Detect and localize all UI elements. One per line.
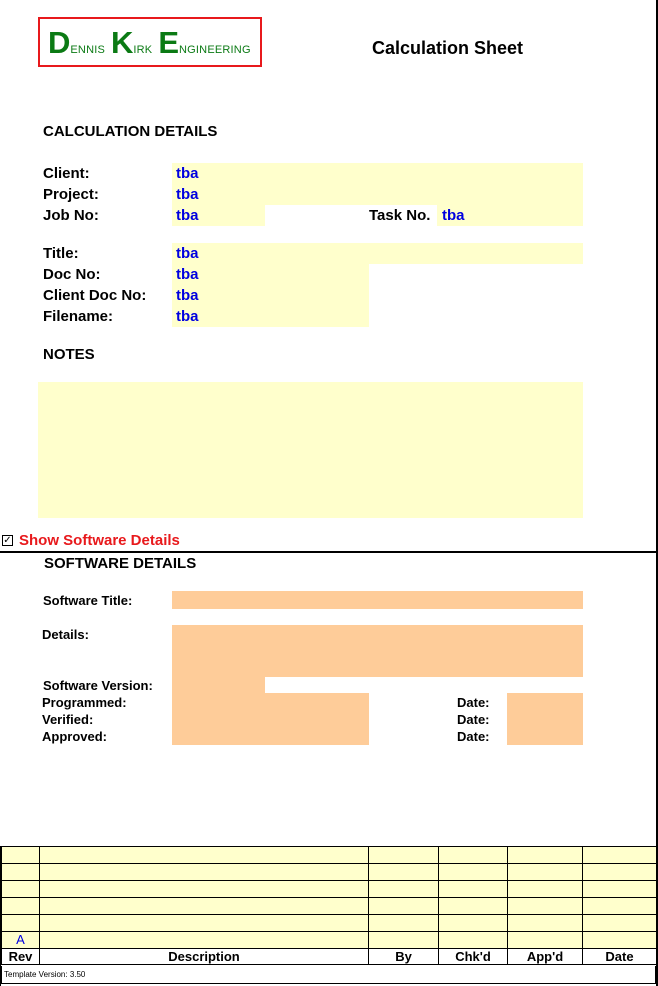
revision-by-cell[interactable]: [369, 898, 439, 915]
revision-rev-cell[interactable]: [2, 898, 40, 915]
template-version: Template Version: 3.50: [1, 966, 656, 984]
revision-description-cell[interactable]: [40, 898, 369, 915]
logo-initial-d: D: [48, 25, 71, 60]
software-version-label: Software Version:: [43, 678, 153, 693]
notes-heading: NOTES: [43, 346, 95, 363]
programmed-verified-approved-fill: [172, 693, 369, 745]
revision-appd-cell[interactable]: [508, 881, 583, 898]
doc-no-label: Doc No:: [43, 266, 101, 283]
revision-date-cell[interactable]: [583, 932, 657, 949]
title-field[interactable]: tba: [176, 245, 199, 262]
software-details-field[interactable]: [172, 625, 583, 677]
software-details-label: Details:: [42, 627, 89, 642]
project-label: Project:: [43, 186, 99, 203]
revision-row: [2, 881, 657, 898]
revision-description-cell[interactable]: [40, 864, 369, 881]
revision-rev-cell[interactable]: [2, 847, 40, 864]
client-label: Client:: [43, 165, 90, 182]
revision-table: [1, 846, 657, 965]
logo-initial-e: E: [158, 25, 180, 60]
dates-fill: [507, 693, 583, 745]
revision-description-cell[interactable]: [40, 881, 369, 898]
logo-text-ngineering: NGINEERING: [179, 44, 251, 56]
notes-area[interactable]: [38, 382, 583, 518]
task-no-label: Task No.: [369, 207, 431, 224]
project-field[interactable]: tba: [176, 186, 199, 203]
approved-label: Approved:: [42, 729, 107, 744]
filename-field[interactable]: tba: [176, 308, 199, 325]
revision-row: [2, 864, 657, 881]
revision-row: [2, 932, 657, 949]
filename-label: Filename:: [43, 308, 114, 325]
job-no-field[interactable]: tba: [176, 207, 199, 224]
software-title-label: Software Title:: [43, 593, 133, 608]
appd-column-header: App'd: [508, 949, 583, 965]
revision-by-cell[interactable]: [369, 915, 439, 932]
revision-row: [2, 898, 657, 915]
title-label: Title:: [43, 245, 79, 262]
revision-chkd-cell[interactable]: [439, 898, 508, 915]
logo-text-ennis: ENNIS: [70, 44, 106, 56]
chkd-column-header: Chk'd: [439, 949, 508, 965]
revision-by-cell[interactable]: [369, 864, 439, 881]
doc-no-field[interactable]: tba: [176, 266, 199, 283]
date-column-header: Date: [583, 949, 657, 965]
verified-date-label: Date:: [457, 712, 490, 727]
revision-rev-cell[interactable]: A: [2, 932, 40, 949]
task-no-field[interactable]: tba: [442, 207, 465, 224]
revision-appd-cell[interactable]: [508, 898, 583, 915]
revision-date-cell[interactable]: [583, 881, 657, 898]
programmed-label: Programmed:: [42, 695, 127, 710]
title-fill: [172, 243, 583, 264]
show-software-checkbox[interactable]: ✓: [3, 535, 12, 546]
revision-appd-cell[interactable]: [508, 932, 583, 949]
description-column-header: Description: [40, 949, 369, 965]
approved-date-label: Date:: [457, 729, 490, 744]
revision-chkd-cell[interactable]: [439, 881, 508, 898]
software-title-field[interactable]: [172, 591, 583, 609]
by-column-header: By: [369, 949, 439, 965]
revision-appd-cell[interactable]: [508, 847, 583, 864]
software-version-field[interactable]: [172, 677, 265, 694]
revision-header-row: [2, 949, 657, 965]
programmed-date-label: Date:: [457, 695, 490, 710]
doc-fill: [172, 264, 369, 327]
revision-chkd-cell[interactable]: [439, 847, 508, 864]
revision-rev-cell[interactable]: [2, 864, 40, 881]
show-software-label[interactable]: Show Software Details: [19, 532, 180, 549]
logo-text-irk: IRK: [133, 44, 153, 56]
calculation-details-heading: CALCULATION DETAILS: [43, 123, 218, 140]
revision-date-cell[interactable]: [583, 864, 657, 881]
revision-description-cell[interactable]: [40, 847, 369, 864]
revision-description-cell[interactable]: [40, 915, 369, 932]
sheet-title: Calculation Sheet: [372, 38, 524, 58]
revision-row: [2, 915, 657, 932]
section-divider: [0, 551, 658, 553]
revision-by-cell[interactable]: [369, 932, 439, 949]
rev-column-header: Rev: [2, 949, 40, 965]
revision-date-cell[interactable]: [583, 898, 657, 915]
revision-date-cell[interactable]: [583, 915, 657, 932]
verified-label: Verified:: [42, 712, 94, 727]
logo-initial-k: K: [111, 25, 134, 60]
revision-by-cell[interactable]: [369, 847, 439, 864]
client-doc-no-label: Client Doc No:: [43, 287, 147, 304]
revision-by-cell[interactable]: [369, 881, 439, 898]
revision-appd-cell[interactable]: [508, 864, 583, 881]
revision-row: [2, 847, 657, 864]
revision-chkd-cell[interactable]: [439, 932, 508, 949]
revision-rev-cell[interactable]: [2, 915, 40, 932]
client-field[interactable]: tba: [176, 165, 199, 182]
revision-chkd-cell[interactable]: [439, 864, 508, 881]
job-no-label: Job No:: [43, 207, 99, 224]
revision-date-cell[interactable]: [583, 847, 657, 864]
client-doc-no-field[interactable]: tba: [176, 287, 199, 304]
revision-rev-cell[interactable]: [2, 881, 40, 898]
software-details-heading: SOFTWARE DETAILS: [44, 555, 197, 572]
revision-appd-cell[interactable]: [508, 915, 583, 932]
company-logo: [38, 17, 262, 67]
revision-chkd-cell[interactable]: [439, 915, 508, 932]
revision-description-cell[interactable]: [40, 932, 369, 949]
